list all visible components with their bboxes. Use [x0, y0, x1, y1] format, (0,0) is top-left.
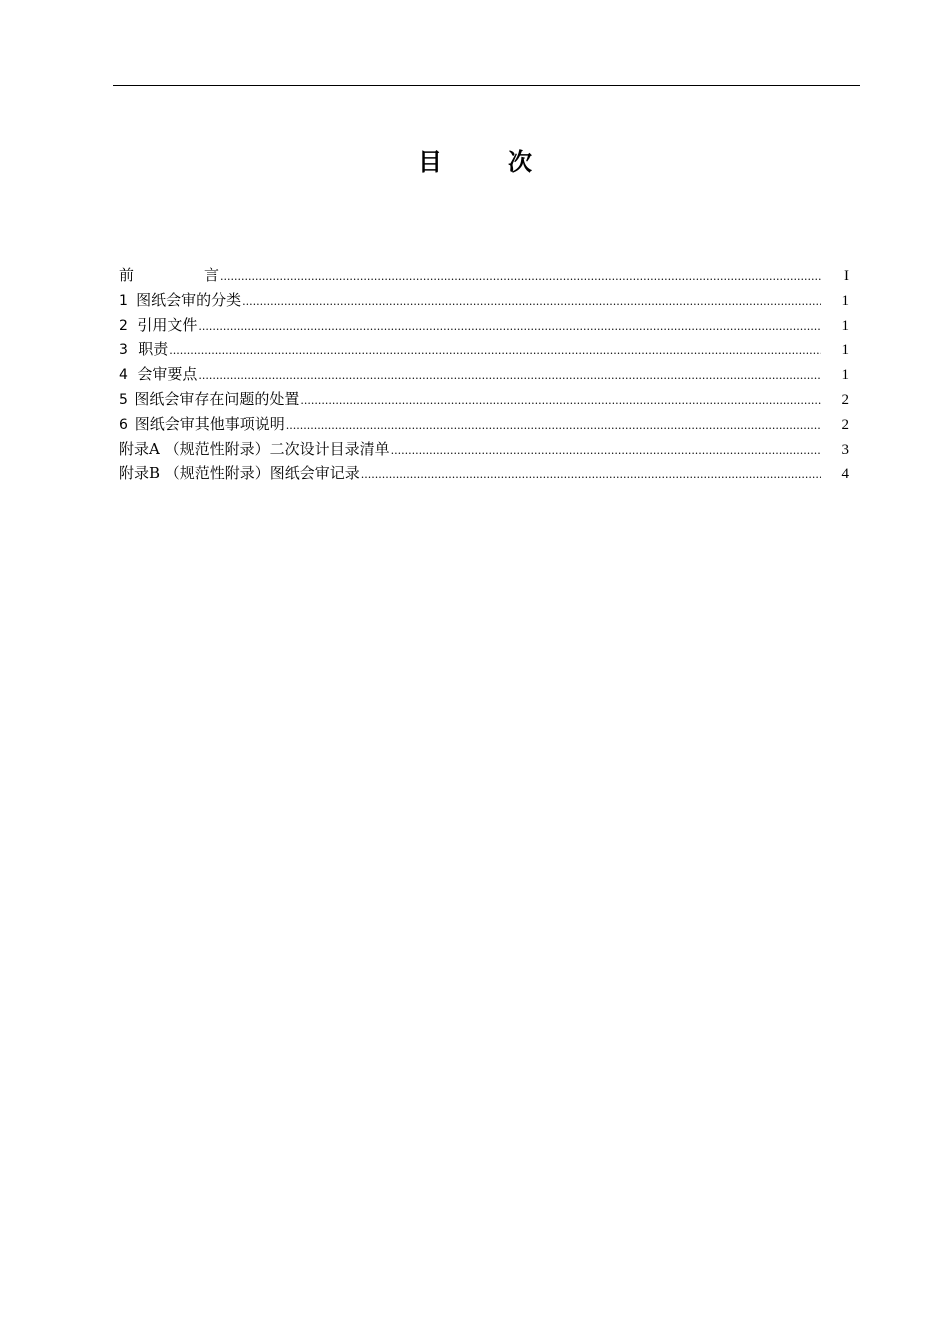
toc-entry-label: 图纸会审的分类 [136, 290, 242, 309]
toc-page-number: 4 [841, 466, 849, 483]
toc-entry-number: 3 [119, 342, 128, 359]
toc-list [119, 263, 849, 486]
toc-leader-dots [300, 389, 821, 414]
toc-entry-3[interactable] [119, 337, 849, 362]
toc-leader-dots [169, 339, 821, 364]
toc-entry-number: 1 [119, 292, 128, 309]
toc-leader-dots [361, 463, 821, 488]
toc-entry-number: 6 [119, 416, 128, 433]
title-char-left: 目 [418, 148, 442, 176]
toc-entry-6[interactable] [119, 412, 849, 437]
toc-entry-label: 图纸会审存在问题的处置 [134, 389, 300, 408]
toc-leader-dots [286, 414, 821, 439]
toc-page-number: I [844, 268, 849, 284]
toc-entry-number: 4 [119, 367, 128, 384]
toc-page-number: 1 [841, 367, 849, 384]
toc-leader-dots [220, 265, 821, 290]
title-char-right: 次 [508, 148, 532, 176]
toc-page-number: 1 [841, 317, 849, 334]
toc-entry-2[interactable] [119, 313, 849, 338]
toc-entry-label: 附录B （规范性附录）图纸会审记录 [119, 464, 360, 483]
toc-entry-5[interactable] [119, 387, 849, 412]
toc-entry-1[interactable] [119, 288, 849, 313]
toc-entry-label: 职责 [138, 340, 169, 359]
toc-leader-dots [198, 315, 821, 340]
toc-entry-appendix-a[interactable] [119, 437, 849, 462]
toc-page-number: 2 [841, 391, 849, 408]
toc-entry-preface[interactable] [119, 263, 849, 288]
toc-entry-4[interactable] [119, 362, 849, 387]
toc-page-number: 3 [841, 441, 849, 458]
toc-entry-label: 附录A （规范性附录）二次设计目录清单 [119, 439, 390, 458]
toc-entry-appendix-b[interactable] [119, 461, 849, 486]
toc-page-number: 1 [841, 342, 849, 359]
toc-leader-dots [391, 439, 821, 464]
toc-leader-dots [242, 290, 821, 315]
toc-entry-number: 5 [119, 391, 128, 408]
toc-entry-label: 前 言 [119, 266, 220, 284]
toc-page-number: 2 [841, 416, 849, 433]
toc-entry-label: 图纸会审其他事项说明 [134, 414, 285, 433]
toc-page-number: 1 [841, 292, 849, 309]
header-rule [113, 85, 860, 86]
toc-leader-dots [198, 364, 821, 389]
toc-entry-label: 会审要点 [137, 365, 198, 384]
page-title [0, 144, 950, 180]
toc-entry-number: 2 [119, 317, 128, 334]
toc-entry-label: 引用文件 [137, 315, 198, 334]
